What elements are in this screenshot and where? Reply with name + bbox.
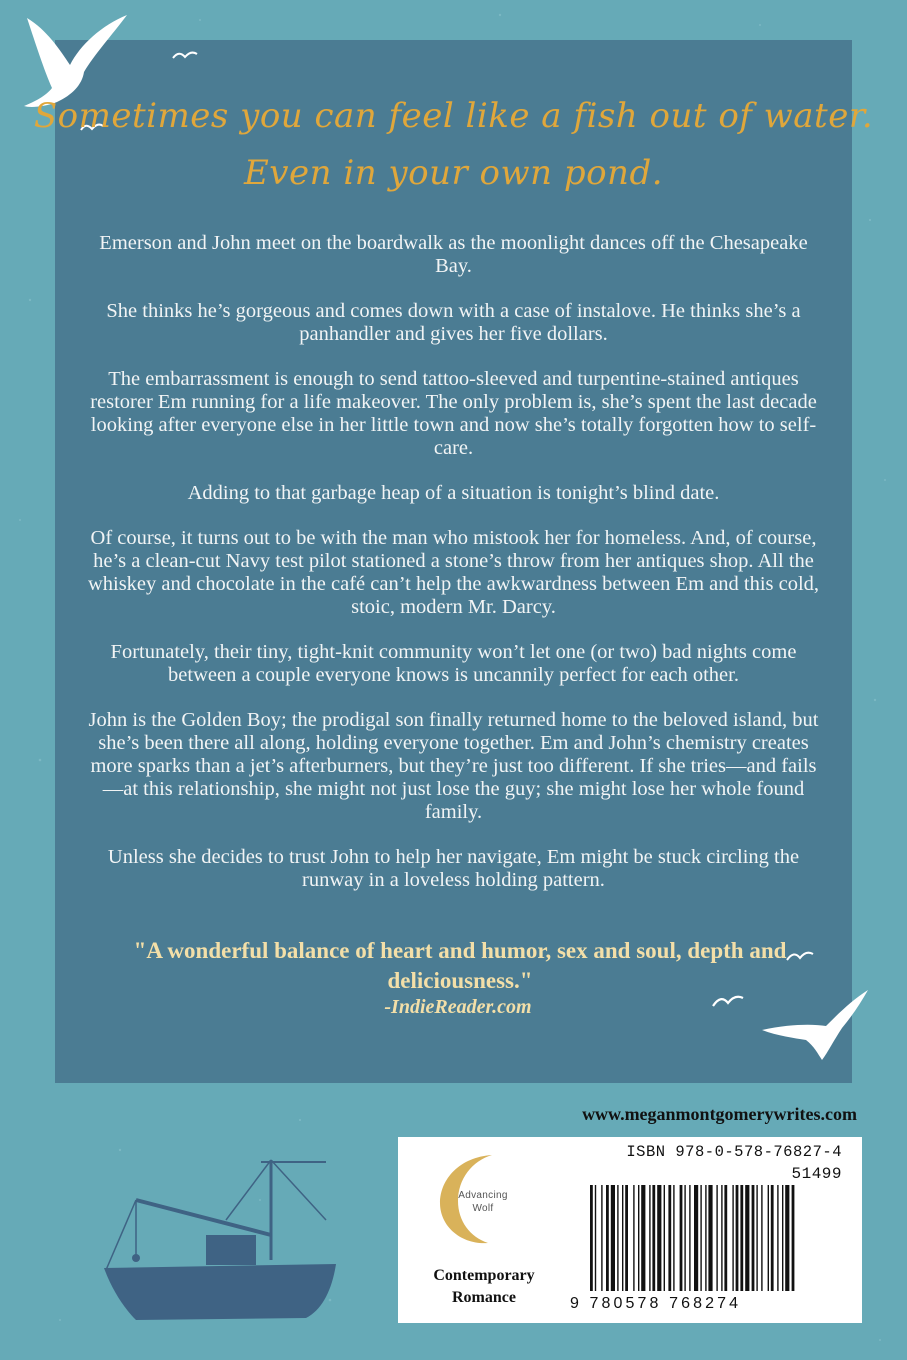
publisher-name-line-2: Wolf: [472, 1203, 494, 1214]
book-blurb: [85, 232, 822, 914]
tagline-line-1: Sometimes you can feel like a fish out of water.: [33, 96, 874, 136]
barcode-box: [398, 1137, 862, 1323]
price-code: 51499: [791, 1165, 842, 1183]
blurb-paragraph: She thinks he’s gorgeous and comes down with a case of instalove. He thinks she’s a panhandler and gives her five dollars.: [106, 300, 801, 345]
boat-icon: [96, 1140, 386, 1340]
barcode-digits: 9 780578 768274: [570, 1295, 742, 1312]
small-bird-icon: [172, 48, 198, 62]
blurb-paragraph: Of course, it turns out to be with the man who mistook her for homeless. And, of course, he’s a clean-cut Navy test pilot stationed a stone’s throw from her antiques shop. All the whiskey and chocolate in the café can’t help the awkwardness between Em and this cold, stoic, modern Mr. Darcy.: [87, 527, 820, 618]
blurb-paragraph: Emerson and John meet on the boardwalk as the moonlight dances off the Chesapeake Bay.: [99, 232, 808, 277]
isbn-label: ISBN 978-0-578-76827-4: [626, 1143, 842, 1161]
publisher-name-line-1: Advancing: [458, 1190, 508, 1201]
tagline-line-2: Even in your own pond.: [243, 153, 664, 193]
blurb-paragraph: Fortunately, their tiny, tight-knit community won’t let one (or two) bad nights come between a couple everyone knows is uncannily perfect for each other.: [110, 641, 797, 686]
tagline: [0, 88, 907, 202]
barcode-icon: [590, 1185, 848, 1297]
genre-line-2: Romance: [452, 1289, 516, 1306]
blurb-paragraph: John is the Golden Boy; the prodigal son finally returned home to the beloved island, but she’s been there all along, holding everyone together. Em and John’s chemistry creates more sparks than a jet’s afterburners, but they’re just too different. If she tries—and fails—at this relationship, she might not just lose the guy; she might lose her whole found family.: [88, 709, 819, 823]
seagull-bottom-right-icon: [756, 988, 872, 1062]
publisher-logo-text: [438, 1189, 528, 1215]
blurb-paragraph: The embarrassment is enough to send tattoo-sleeved and turpentine-stained antiques restorer Em running for a life makeover. The only problem is, she’s spent the last decade looking after everyone else in her little town and now she’s totally forgotten how to self-care.: [90, 368, 817, 459]
author-website: www.meganmontgomerywrites.com: [582, 1104, 857, 1124]
genre-label: [404, 1265, 564, 1309]
blurb-paragraph: Unless she decides to trust John to help her navigate, Em might be stuck circling the runway in a loveless holding pattern.: [107, 846, 800, 891]
genre-line-1: Contemporary: [433, 1267, 535, 1284]
review-source: -IndieReader.com: [384, 996, 532, 1018]
blurb-paragraph: Adding to that garbage heap of a situation is tonight’s blind date.: [187, 482, 720, 504]
review-quote: "A wonderful balance of heart and humor, sex and soul, depth and deliciousness.": [133, 938, 787, 993]
